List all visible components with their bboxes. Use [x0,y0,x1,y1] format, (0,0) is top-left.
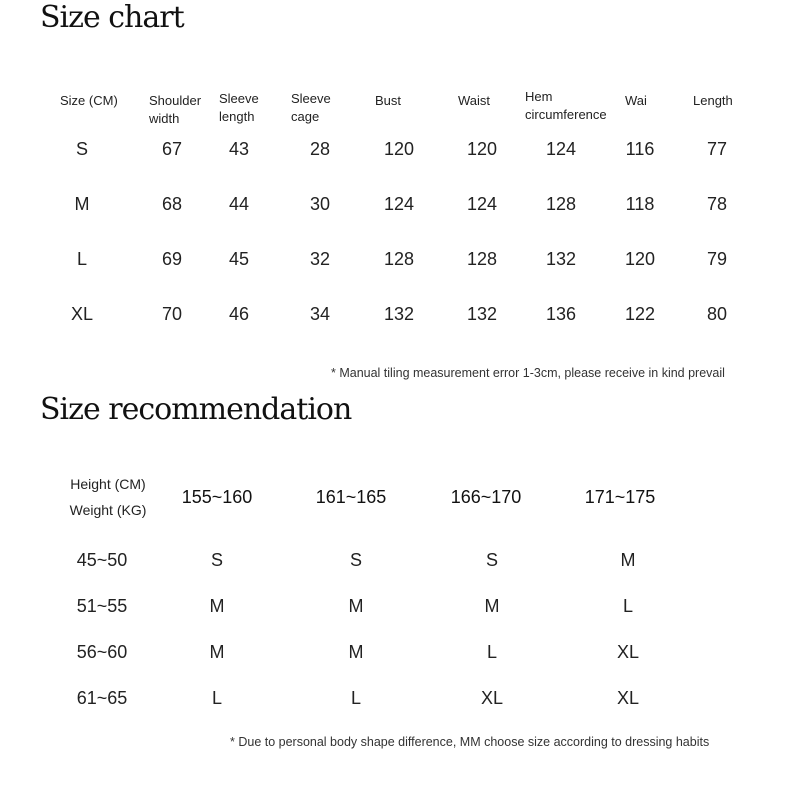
measurement-value: 44 [228,194,250,214]
recommended-size: M [209,596,225,616]
height-range-1: 161~165 [315,487,387,507]
size-recommendation-note: * Due to personal body shape difference, MM choose size according to dressing habits [230,735,710,749]
measurement-value: 124 [383,194,415,214]
measurement-value: 128 [466,249,498,269]
recommended-size: L [486,642,498,662]
measurement-value: 32 [309,249,331,269]
measurement-value: 77 [706,139,728,159]
measurement-value: 136 [545,304,577,324]
header-hem-circumference: Hem circumference [525,89,607,122]
measurement-value: 124 [545,139,577,159]
header-sleeve-length: Sleeve length [219,91,259,124]
weight-label: Weight (KG) [69,502,147,518]
measurement-value: 80 [706,304,728,324]
header-size: Size (CM) [60,93,118,108]
recommended-size: M [620,550,636,570]
header-waist: Waist [458,93,491,108]
measurement-value: 116 [625,139,655,159]
header-wai: Wai [625,93,647,108]
measurement-value: 70 [161,304,183,324]
recommended-size: S [349,550,363,570]
height-range-0: 155~160 [181,487,253,507]
size-label: M [74,194,90,214]
measurement-value: 69 [161,249,183,269]
measurement-value: 30 [309,194,331,214]
measurement-value: 67 [161,139,183,159]
header-sleeve-cage: Sleeve cage [291,91,331,124]
size-label: XL [70,304,94,324]
weight-range: 51~55 [76,596,128,616]
measurement-value: 34 [309,304,331,324]
header-shoulder-width: Shoulder width [149,93,202,126]
recommended-size: XL [616,642,640,662]
measurement-value: 46 [228,304,250,324]
recommended-size: XL [480,688,504,708]
measurement-value: 132 [383,304,415,324]
recommended-size: M [209,642,225,662]
recommended-size: M [348,596,364,616]
row-header-labels [60,471,156,523]
measurement-value: 43 [228,139,250,159]
height-range-2: 166~170 [450,487,522,507]
measurement-value: 120 [383,139,415,159]
measurement-value: 132 [545,249,577,269]
weight-range: 56~60 [76,642,128,662]
recommended-size: L [211,688,223,708]
measurement-value: 120 [466,139,498,159]
measurement-value: 132 [466,304,498,324]
header-bust: Bust [375,93,402,108]
measurement-value: 128 [545,194,577,214]
size-recommendation-title: Size recommendation [40,392,352,427]
recommended-size: S [485,550,499,570]
weight-range: 45~50 [76,550,128,570]
size-label: S [75,139,89,159]
recommended-size: M [348,642,364,662]
recommended-size: S [210,550,224,570]
measurement-value: 128 [383,249,415,269]
measurement-value: 45 [228,249,250,269]
measurement-value: 79 [706,249,728,269]
measurement-value: 122 [624,304,656,324]
header-length: Length [693,93,733,108]
measurement-value: 120 [624,249,656,269]
measurement-value: 124 [466,194,498,214]
measurement-value: 78 [706,194,728,214]
measurement-value: 28 [309,139,331,159]
recommended-size: L [622,596,634,616]
height-label: Height (CM) [70,476,146,492]
weight-range: 61~65 [76,688,128,708]
recommended-size: XL [616,688,640,708]
size-label: L [76,249,88,269]
recommended-size: L [350,688,362,708]
height-range-3: 171~175 [584,487,656,507]
measurement-value: 118 [625,194,655,214]
recommended-size: M [484,596,500,616]
measurement-value: 68 [161,194,183,214]
size-chart-note: * Manual tiling measurement error 1-3cm, please receive in kind prevail [331,366,725,380]
size-chart-title: Size chart [40,0,184,35]
